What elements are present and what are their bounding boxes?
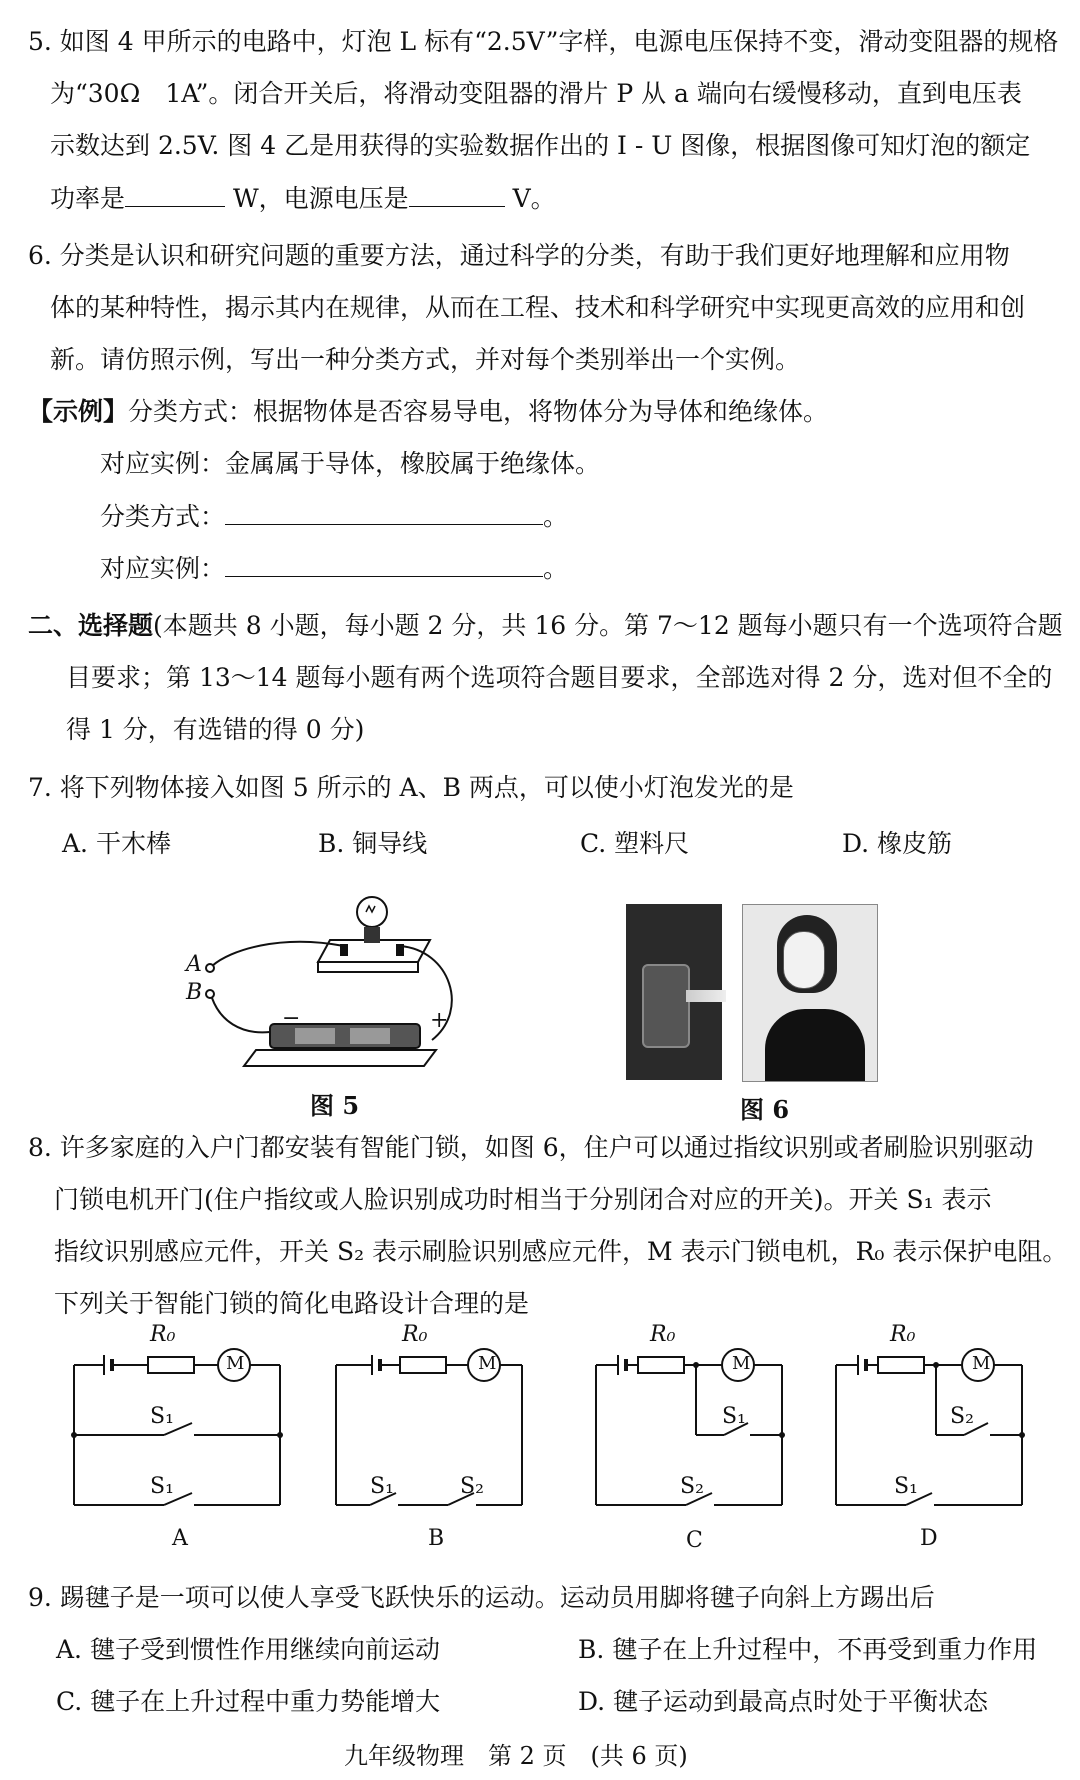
fill-instance-label: 对应实例： — [100, 554, 226, 583]
person-icon — [783, 931, 825, 989]
terminal-a — [206, 964, 214, 972]
q6-example-instance: 对应实例：金属属于导体，橡胶属于绝缘体。 — [100, 449, 601, 478]
q8-line-1: 8. 许多家庭的入户门都安装有智能门锁，如图 6，住户可以通过指纹识别或者刷脸识别驱动 — [28, 1133, 1034, 1162]
q5-text-voltage: W，电源电压是 — [225, 184, 409, 213]
circuit-d-s-bottom: S₁ — [894, 1474, 918, 1499]
circuit-d-s-top: S₂ — [950, 1404, 974, 1429]
circuit-c-s-top: S₁ — [722, 1404, 746, 1429]
circuit-d-r0: R₀ — [890, 1322, 916, 1347]
q5-text-end: V。 — [504, 184, 556, 213]
q9-option-a[interactable]: A. 毽子受到惯性作用继续向前运动 — [56, 1635, 440, 1664]
terminal-b — [206, 990, 214, 998]
circuit-a-diagram[interactable] — [74, 1345, 284, 1515]
section2-line-2: 目要求；第 13～14 题每小题有两个选项符合题目要求，全部选对得 2 分，选对但不全的 — [66, 663, 1053, 692]
circuit-c-r0: R₀ — [650, 1322, 676, 1347]
fig6-caption: 图 6 — [740, 1095, 790, 1124]
page-footer: 九年级物理 第 2 页 (共 6 页) — [344, 1742, 688, 1770]
q9-option-d[interactable]: D. 毽子运动到最高点时处于平衡状态 — [578, 1687, 989, 1716]
circuit-d-diagram[interactable] — [836, 1345, 1026, 1515]
circuit-b-m: M — [478, 1353, 497, 1374]
q9-stem: 9. 踢毽子是一项可以使人享受飞跃快乐的运动。运动员用脚将毽子向斜上方踢出后 — [28, 1583, 935, 1612]
circuit-c-m: M — [732, 1353, 751, 1374]
q9-option-c[interactable]: C. 毽子在上升过程中重力势能增大 — [56, 1687, 441, 1716]
circuit-c-s-bottom: S₂ — [680, 1474, 704, 1499]
resistor-icon — [400, 1357, 446, 1373]
circuit-a-r0: R₀ — [150, 1322, 176, 1347]
section2-line-3: 得 1 分，有选错的得 0 分) — [66, 715, 365, 744]
q6-line-2: 体的某种特性，揭示其内在规律，从而在工程、技术和科学研究中实现更高效的应用和创 — [50, 293, 1026, 322]
circuit-a-label[interactable]: A — [172, 1526, 188, 1551]
fill-classification-label: 分类方式： — [100, 502, 226, 531]
face-scan-beam — [686, 990, 726, 1002]
wire-to-battery-minus — [212, 998, 270, 1032]
q5-blank-voltage[interactable] — [409, 180, 505, 207]
section2-line-1 — [28, 608, 1063, 644]
example-tag: 【示例】 — [28, 397, 129, 426]
fig5-plus: + — [430, 1008, 449, 1033]
door-lock-icon — [642, 964, 690, 1048]
q5-blank-power[interactable] — [125, 180, 225, 207]
fig6-person-photo — [742, 904, 878, 1082]
q7-option-d[interactable]: D. 橡皮筋 — [842, 829, 953, 858]
circuit-a-s-top: S₁ — [150, 1404, 174, 1429]
q6-line-1: 6. 分类是认识和研究问题的重要方法，通过科学的分类，有助于我们更好地理解和应用物 — [28, 241, 1010, 270]
q7-stem: 7. 将下列物体接入如图 5 所示的 A、B 两点，可以使小灯泡发光的是 — [28, 773, 794, 802]
figure5-circuit — [200, 890, 460, 1080]
circuit-d-label[interactable]: D — [920, 1526, 938, 1551]
circuit-c-label[interactable]: C — [686, 1528, 703, 1553]
section2-desc: (本题共 8 小题，每小题 2 分，共 16 分。第 7～12 题每小题只有一个选项符合题 — [153, 611, 1063, 640]
q7-option-c[interactable]: C. 塑料尺 — [580, 829, 690, 858]
section2-heading: 二、选择题 — [28, 611, 154, 640]
example-text: 分类方式：根据物体是否容易导电，将物体分为导体和绝缘体。 — [128, 397, 829, 426]
circuit-b-s-left: S₁ — [370, 1474, 394, 1499]
q6-example — [28, 394, 828, 430]
q8-line-4: 下列关于智能门锁的简化电路设计合理的是 — [54, 1289, 530, 1318]
fig5-label-a: A — [186, 952, 202, 977]
bulb-board — [318, 940, 430, 962]
shirt-shape — [765, 1009, 865, 1081]
fig5-minus: − — [282, 1006, 301, 1031]
fill-end-1: 。 — [543, 502, 569, 531]
fig5-caption: 图 5 — [310, 1091, 360, 1120]
fig5-label-b: B — [186, 980, 203, 1005]
blank-instance[interactable] — [225, 550, 543, 577]
battery-holder — [244, 1050, 436, 1066]
circuit-b-s-right: S₂ — [460, 1474, 484, 1499]
resistor-icon — [148, 1357, 194, 1373]
q7-option-a[interactable]: A. 干木棒 — [62, 829, 171, 858]
fill-end-2: 。 — [543, 554, 569, 583]
resistor-icon — [878, 1357, 924, 1373]
circuit-b-diagram[interactable] — [336, 1345, 526, 1515]
fig6-door-lock-photo — [626, 904, 722, 1080]
q5-line-2: 为“30Ω 1A”。闭合开关后，将滑动变阻器的滑片 P 从 a 端向右缓慢移动，直到电压表 — [50, 79, 1022, 108]
q6-fill-instance — [100, 550, 568, 587]
circuit-b-r0: R₀ — [402, 1322, 428, 1347]
q6-line-3: 新。请仿照示例，写出一种分类方式，并对每个类别举出一个实例。 — [50, 345, 801, 374]
q5-line-4 — [50, 180, 556, 217]
q8-line-2: 门锁电机开门(住户指纹或人脸识别成功时相当于分别闭合对应的开关)。开关 S₁ 表示 — [54, 1185, 992, 1214]
q8-line-3: 指纹识别感应元件，开关 S₂ 表示刷脸识别感应元件，M 表示门锁电机，R₀ 表示保护电阻。 — [54, 1237, 1068, 1266]
q7-option-b[interactable]: B. 铜导线 — [318, 829, 428, 858]
resistor-icon — [638, 1357, 684, 1373]
circuit-d-m: M — [972, 1353, 991, 1374]
q9-option-b[interactable]: B. 毽子在上升过程中，不再受到重力作用 — [578, 1635, 1038, 1664]
circuit-a-m: M — [226, 1353, 245, 1374]
circuit-b-label[interactable]: B — [428, 1526, 445, 1551]
q5-line-3: 示数达到 2.5V. 图 4 乙是用获得的实验数据作出的 I - U 图像，根据图像可知灯泡的额定 — [50, 131, 1031, 160]
q6-fill-classification — [100, 498, 568, 535]
q5-text-power: 功率是 — [50, 184, 126, 213]
circuit-a-s-bottom: S₁ — [150, 1474, 174, 1499]
q5-line-1: 5. 如图 4 甲所示的电路中，灯泡 L 标有“2.5V”字样，电源电压保持不变，滑动变阻器的规格 — [28, 27, 1059, 56]
blank-classification[interactable] — [225, 498, 543, 525]
